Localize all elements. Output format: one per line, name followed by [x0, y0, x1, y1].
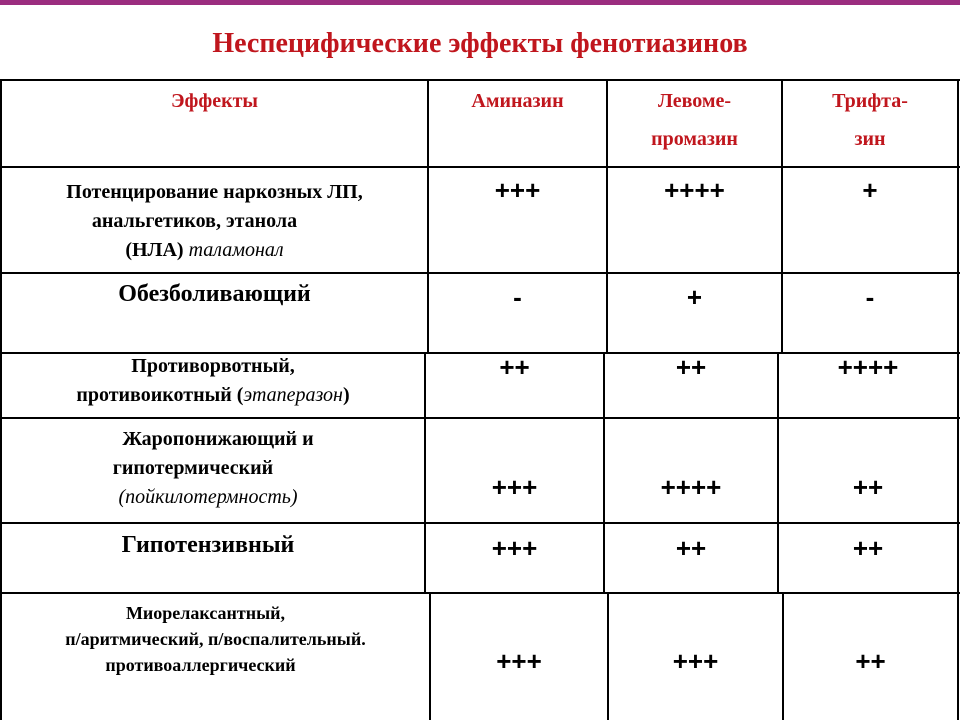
column-divider — [957, 352, 959, 594]
effect-example: (пойкилотермность) — [118, 486, 298, 508]
table-border-top — [0, 79, 960, 81]
value-triftazin: ++ — [852, 472, 884, 502]
effect-line: Миорелаксантный, — [125, 603, 286, 623]
value-aminazin: +++ — [491, 472, 538, 502]
effect-line: Потенцирование наркозных ЛП, — [66, 181, 363, 203]
value-triftazin: ++ — [855, 646, 886, 676]
value-levomepromazin: ++++ — [660, 472, 722, 502]
header-effects: Эффекты — [170, 90, 259, 112]
effect-example: этаперазон — [243, 384, 343, 406]
effect-line: противоаллергический — [105, 655, 296, 675]
value-aminazin: +++ — [496, 646, 542, 676]
value-levomepromazin: +++ — [672, 646, 719, 676]
effect-line: (НЛА) — [125, 239, 184, 261]
column-divider — [957, 592, 959, 720]
header-triftazin-1: Трифта- — [832, 90, 908, 112]
table-row-effect — [2, 600, 429, 678]
row-divider — [0, 592, 960, 594]
table-row-effect — [2, 352, 424, 410]
effect-line: анальгетиков, этанола — [91, 210, 298, 232]
value-aminazin: ++ — [499, 352, 530, 382]
table-row-effect: Гипотензивный — [121, 532, 295, 558]
effect-example: таламонал — [188, 239, 284, 261]
value-levomepromazin: ++++ — [664, 175, 725, 205]
header-triftazin-2: зин — [854, 128, 886, 150]
value-triftazin: ++++ — [837, 352, 899, 382]
table-row-effect: Обезболивающий — [118, 281, 311, 307]
effect-line: противоикотный ( — [76, 384, 244, 406]
effect-line: Жаропонижающий и — [122, 428, 314, 450]
top-accent-bar — [0, 0, 960, 5]
table-row-effect — [2, 425, 424, 512]
value-aminazin: +++ — [494, 175, 541, 205]
value-levomepromazin: + — [686, 282, 703, 312]
row-divider — [0, 417, 960, 419]
header-levomepromazin-2: промазин — [651, 128, 738, 150]
effect-line: гипотермический — [112, 457, 274, 479]
page-title: Неспецифические эффекты фенотиазинов — [212, 28, 748, 59]
value-levomepromazin: ++ — [675, 533, 707, 563]
value-triftazin: ++ — [852, 533, 884, 563]
header-levomepromazin-1: Левоме- — [657, 90, 732, 112]
table-row-effect — [2, 178, 427, 265]
effect-line: Противорвотный, — [131, 355, 295, 377]
effect-line: ) — [342, 384, 350, 406]
row-divider — [0, 522, 960, 524]
effect-line: п/аритмический, п/воспалительный. — [65, 629, 366, 649]
header-aminazin: Аминазин — [471, 90, 564, 112]
row-divider — [0, 272, 960, 274]
value-levomepromazin: ++ — [675, 352, 707, 382]
value-triftazin: + — [862, 175, 878, 205]
value-aminazin: +++ — [491, 533, 538, 563]
row-divider — [0, 166, 960, 168]
value-triftazin: - — [865, 282, 875, 312]
column-divider — [957, 79, 959, 354]
value-aminazin: - — [513, 282, 522, 312]
